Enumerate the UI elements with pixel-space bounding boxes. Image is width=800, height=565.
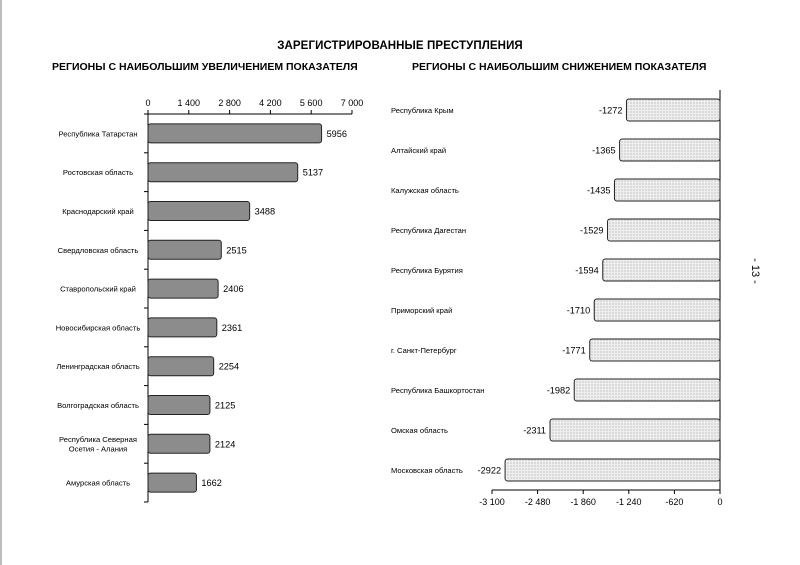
right-chart xyxy=(391,90,723,507)
right-bar xyxy=(603,259,720,281)
page-number: - 13 - xyxy=(748,258,761,284)
right-tick-label: -3 100 xyxy=(479,497,505,507)
left-category-label: Свердловская область xyxy=(57,245,139,255)
left-category-label: Республика Татарстан xyxy=(58,129,138,139)
right-bar xyxy=(590,339,720,361)
left-category-label: Осетия - Алания xyxy=(68,444,128,454)
left-bar xyxy=(148,318,217,337)
left-value-label: 3488 xyxy=(254,206,276,217)
right-tick-label: -1 240 xyxy=(616,497,642,507)
left-value-label: 5137 xyxy=(302,167,324,178)
right-value-label: -1982 xyxy=(546,385,571,396)
right-category-label: Калужская область xyxy=(391,186,459,195)
right-category-label: Омская область xyxy=(391,426,448,435)
left-value-label: 5956 xyxy=(326,128,348,139)
left-category-label: Ленинградская область xyxy=(56,362,140,372)
left-category-label: Краснодарский край xyxy=(62,207,134,216)
right-tick-label: -2 480 xyxy=(524,497,551,507)
left-tick-label: 7 000 xyxy=(340,98,364,108)
right-bar xyxy=(608,219,720,241)
left-category-label: Новосибирская область xyxy=(55,323,141,333)
left-chart-title: РЕГИОНЫ С НАИБОЛЬШИМ УВЕЛИЧЕНИЕМ ПОКАЗАТЕЛЯ xyxy=(52,61,358,73)
right-category-label: Московская область xyxy=(391,466,463,475)
left-bar xyxy=(148,240,221,259)
left-value-label: 2515 xyxy=(226,245,247,256)
left-chart xyxy=(56,98,364,502)
left-bar xyxy=(148,124,322,143)
left-value-label: 2254 xyxy=(218,361,240,372)
right-category-label: Республика Дагестан xyxy=(391,226,467,235)
right-category-label: г. Санкт-Петербург xyxy=(391,346,457,355)
right-value-label: -1594 xyxy=(575,265,599,276)
right-bar xyxy=(614,179,720,201)
right-category-label: Приморский край xyxy=(391,306,453,315)
left-value-label: 2124 xyxy=(214,439,236,450)
right-tick-label: 0 xyxy=(717,497,723,507)
left-bar xyxy=(148,396,210,415)
right-value-label: -1272 xyxy=(598,105,623,116)
left-tick-label: 4 200 xyxy=(259,98,282,108)
left-tick-label: 1 400 xyxy=(177,98,201,108)
left-category-label: Волгоградская область xyxy=(57,401,139,410)
left-value-label: 2361 xyxy=(221,322,243,333)
right-category-label: Республика Крым xyxy=(391,106,454,115)
right-category-label: Алтайский край xyxy=(391,146,447,155)
right-bar xyxy=(574,379,720,401)
right-bar xyxy=(550,419,720,441)
left-tick-label: 0 xyxy=(145,98,151,108)
right-value-label: -2311 xyxy=(523,425,547,436)
left-category-label: Ростовская область xyxy=(62,168,134,178)
left-bar xyxy=(148,279,218,298)
right-value-label: -1435 xyxy=(586,185,611,196)
left-bar xyxy=(148,473,196,492)
right-bar xyxy=(620,139,720,161)
left-tick-label: 2 800 xyxy=(218,98,241,108)
right-category-label: Республика Башкортостан xyxy=(391,386,485,395)
right-value-label: -2922 xyxy=(477,465,502,476)
left-value-label: 2125 xyxy=(214,400,236,411)
right-value-label: -1771 xyxy=(562,345,586,356)
left-value-label: 1662 xyxy=(201,478,222,489)
left-tick-label: 5 600 xyxy=(299,98,323,108)
left-bar xyxy=(148,357,214,376)
left-value-label: 2406 xyxy=(223,284,244,295)
right-bar xyxy=(505,459,720,481)
left-bar xyxy=(148,202,250,221)
right-tick-label: -620 xyxy=(665,497,684,507)
right-bar xyxy=(594,299,720,321)
left-category-label: Амурская область xyxy=(65,478,131,488)
right-value-label: -1365 xyxy=(592,145,616,156)
left-category-label: Ставропольский край xyxy=(60,284,136,294)
left-category-label: Республика Северная xyxy=(59,435,137,444)
left-bar xyxy=(148,434,210,453)
right-bar xyxy=(626,99,720,121)
right-category-label: Республика Бурятия xyxy=(391,266,463,275)
left-bar xyxy=(148,163,298,182)
right-tick-label: -1 860 xyxy=(570,497,596,507)
right-value-label: -1529 xyxy=(580,225,604,236)
right-chart-title: РЕГИОНЫ С НАИБОЛЬШИМ СНИЖЕНИЕМ ПОКАЗАТЕЛЯ xyxy=(412,61,707,73)
right-value-label: -1710 xyxy=(566,305,591,316)
page-title: ЗАРЕГИСТРИРОВАННЫЕ ПРЕСТУПЛЕНИЯ xyxy=(277,40,523,52)
